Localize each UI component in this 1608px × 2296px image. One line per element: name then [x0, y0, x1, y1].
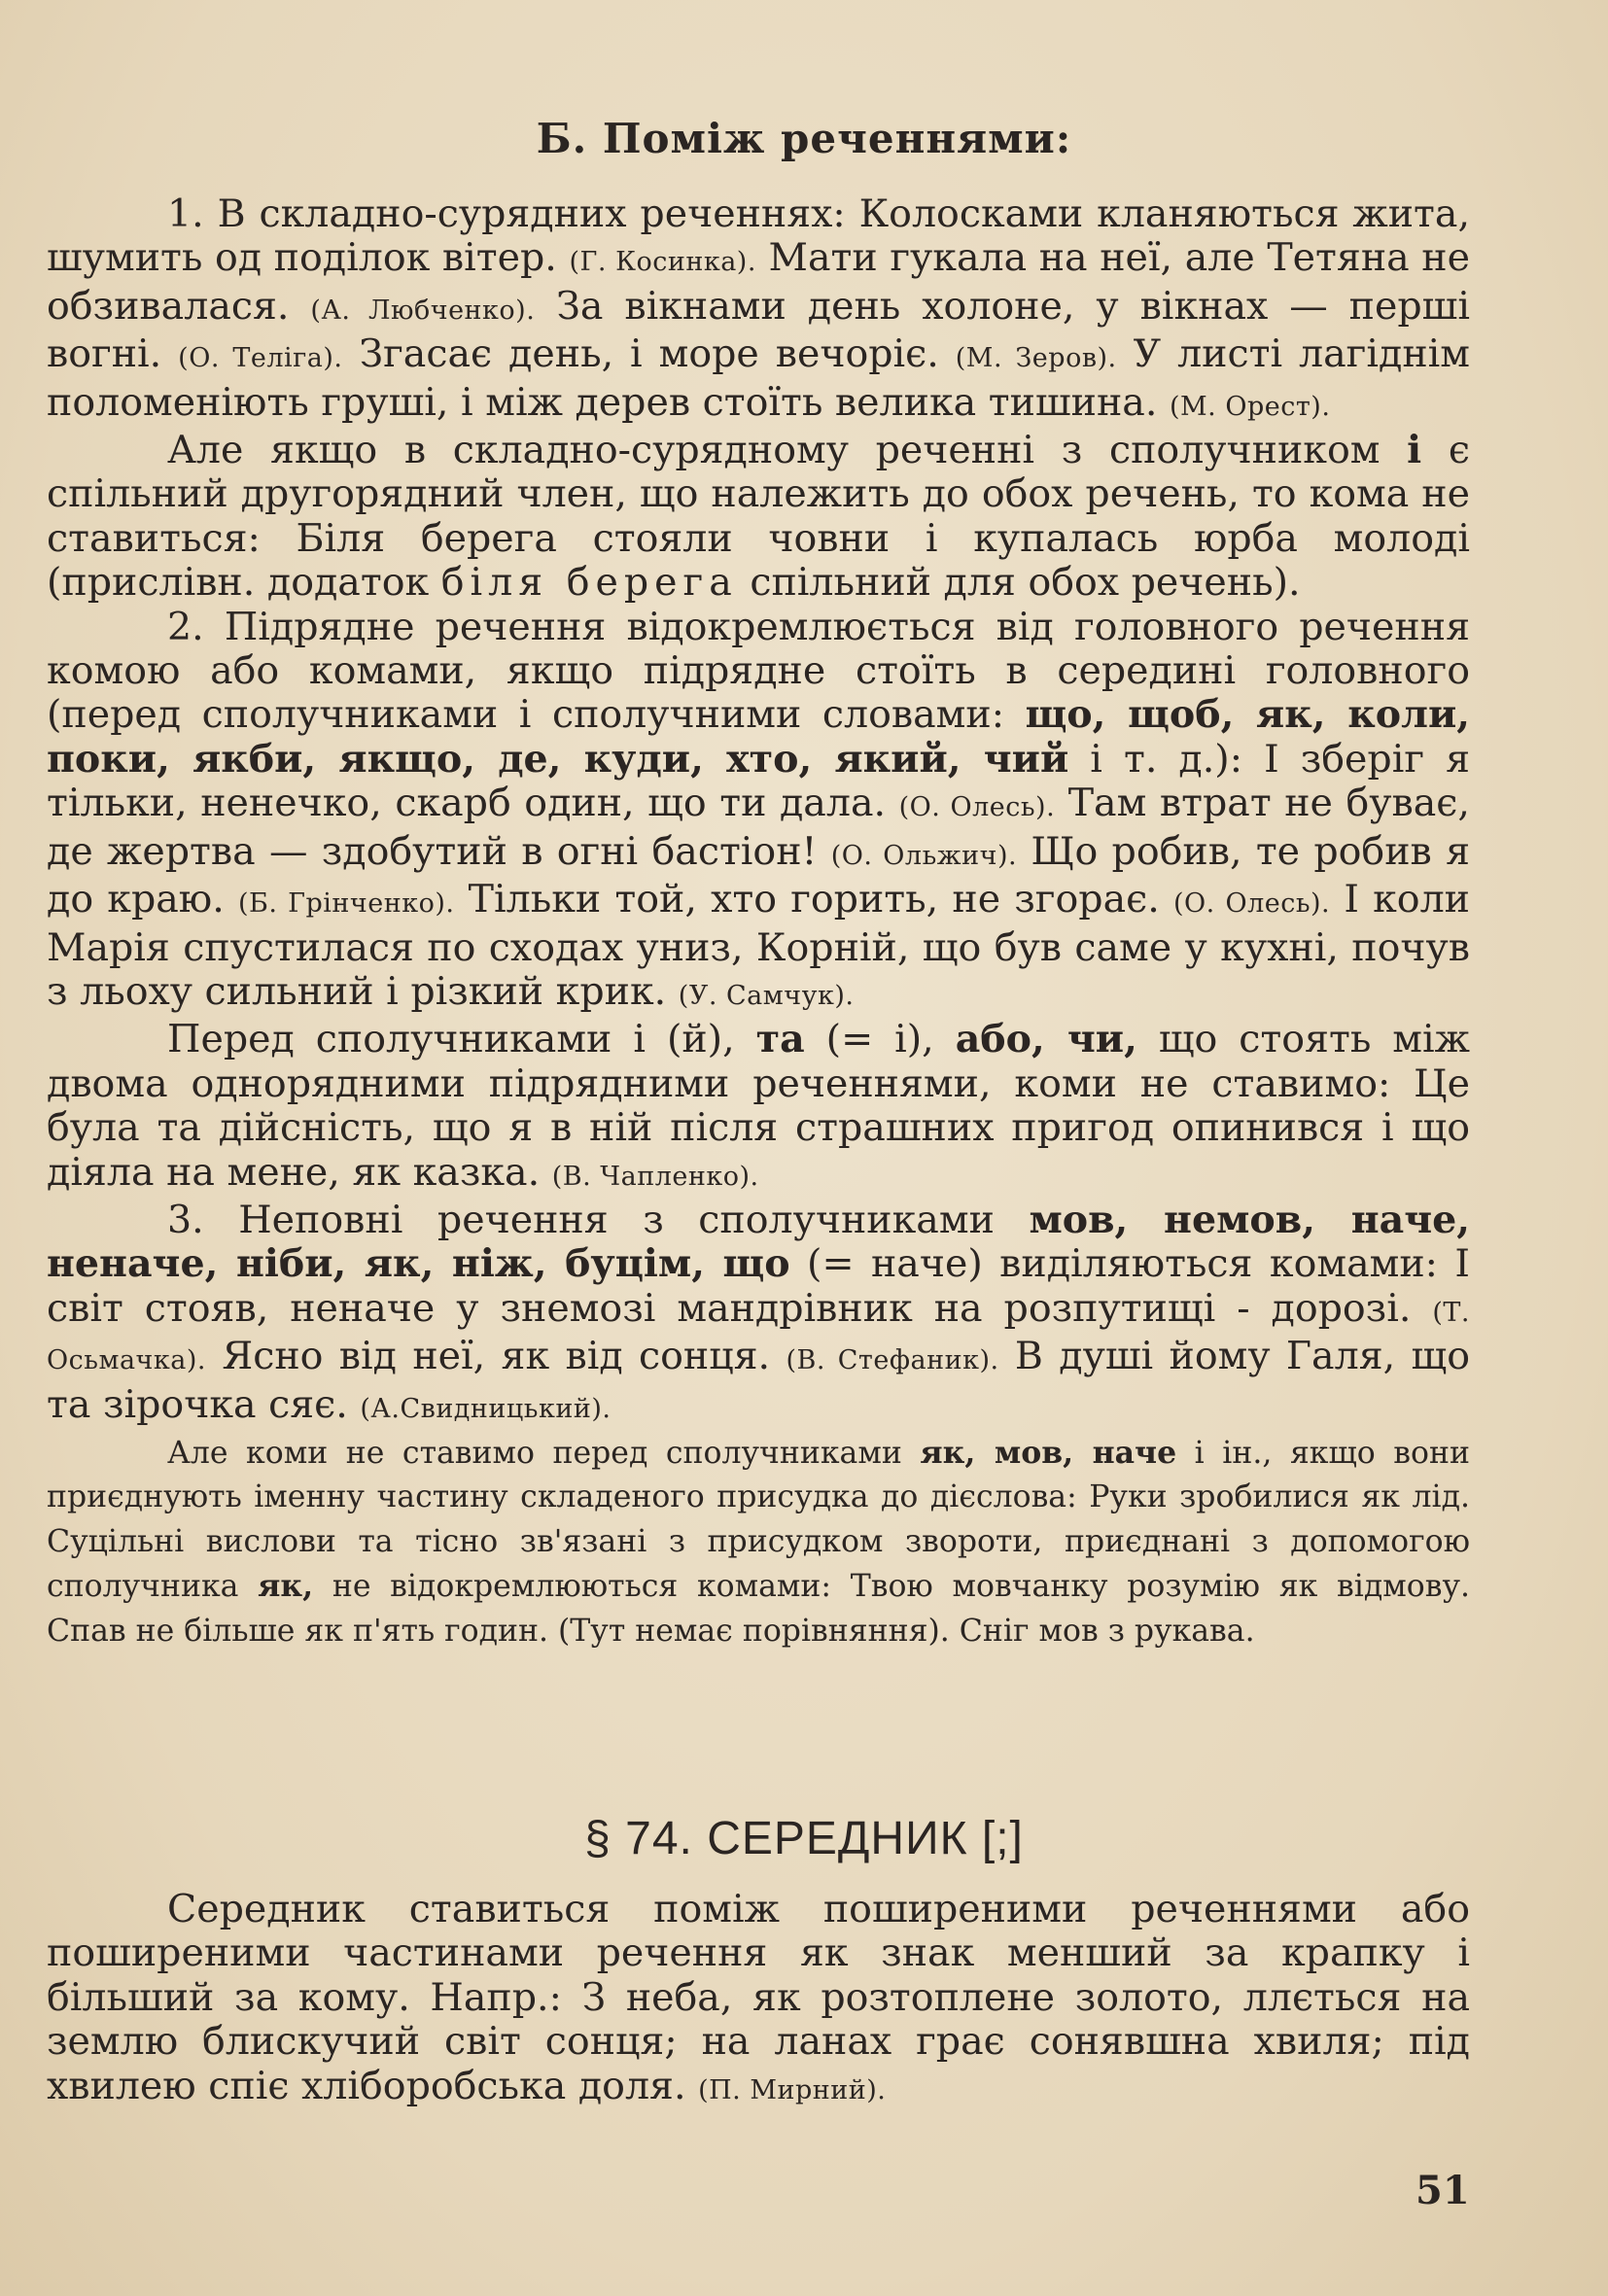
text-run: Але якщо в складно-сурядному реченні з сполучником — [167, 428, 1408, 473]
section-text — [47, 1888, 1470, 2112]
source-citation: (В. Чапленко). — [551, 1161, 759, 1192]
source-citation: (О. Олесь). — [898, 792, 1056, 823]
source-citation: (П. Мирний). — [698, 2074, 887, 2105]
text-run: Але коми не ставимо перед сполучниками — [167, 1435, 921, 1471]
text-run: Перед сполучниками і (й), — [167, 1017, 756, 1062]
paragraph-3 — [47, 606, 1470, 1019]
source-citation: (Т. Осьмачка). — [47, 1297, 1470, 1376]
source-citation: (М. Зеров). — [955, 343, 1117, 374]
page-number: 51 — [1416, 2168, 1470, 2213]
source-citation: (Г. Косинка). — [569, 247, 756, 278]
paragraph-4 — [47, 1018, 1470, 1199]
text-run: Мати гукала на неї, але Тетяна не обзивалася. — [47, 235, 1470, 329]
text-run: В душі йому Галя, що та зірочка сяє. — [47, 1334, 1471, 1427]
text-run: У листі лагіднім поломеніють груші, і між дерев стоїть велика тишина. — [47, 331, 1471, 425]
text-run: 1. В складно-сурядних реченнях: Колосками кланяються жита, шумить од поділок вітер. — [47, 191, 1470, 281]
text-run: не відокремлюються комами: Твою мовчанку розумію як відмову. Спав не більше як п'ять годин. (Тут немає порівняння). Сніг мов з рукава. — [47, 1569, 1470, 1649]
source-citation: (У. Самчук). — [678, 980, 855, 1011]
text-run: Тільки той, хто горить, не згорає. — [454, 877, 1173, 922]
small-print-note — [47, 1431, 1470, 1654]
text-run: Ясно від неї, як від сонця. — [206, 1334, 787, 1379]
bold-term: як, мов, наче — [920, 1434, 1177, 1471]
source-citation: (В. Стефаник). — [786, 1345, 999, 1376]
section-title: § 74. СЕРЕДНИК [;] — [584, 1813, 1024, 1864]
text-run: За вікнами день холоне, у вікнах — перші вогні. — [47, 283, 1471, 377]
paragraph-6 — [47, 1888, 1470, 2112]
text-run: спільний для обох речень). — [737, 560, 1301, 606]
subheading: Б. Поміж реченнями: — [536, 115, 1072, 162]
bold-term: що, щоб, як, коли, поки, якби, якщо, де, куди, хто, який, чий — [47, 692, 1471, 782]
text-run: (= і), — [804, 1017, 956, 1062]
main-text — [47, 192, 1470, 1653]
source-citation: (М. Орест). — [1169, 391, 1331, 422]
spaced-term: біля берега — [440, 560, 738, 606]
text-run: Там втрат не буває, де жертва — здобутий в огні бастіон! — [47, 781, 1470, 874]
text-run: Що робив, те робив я до краю. — [47, 828, 1470, 922]
bold-term: як, — [258, 1568, 314, 1605]
text-run: 2. Підрядне речення відокремлюється від головного речення комою або комами, якщо підрядне стоїть в середині головного (перед сполучниками і сполучними словами: — [47, 604, 1470, 738]
bold-term: мов, немов, наче, неначе, ніби, як, ніж, буцім, що — [47, 1197, 1470, 1287]
source-citation: (О. Олесь). — [1172, 888, 1331, 920]
source-citation: (А. Любченко). — [310, 295, 536, 326]
source-citation: (О. Теліга). — [178, 343, 343, 374]
text-run: і ін., якщо вони приєднують іменну частину складеного присудка до дієслова: Руки зробилися як лід. Суцільні вислови та тісно зв'язані з присудком звороти, приєднані з допомогою сполучника — [47, 1435, 1470, 1605]
bold-term: і — [1407, 428, 1422, 473]
text-run: (= наче) виділяються комами: І світ стояв, неначе у знемозі мандрівник на розпутищі - дорозі. — [47, 1241, 1470, 1331]
source-citation: (А.Свидницький). — [360, 1393, 612, 1424]
text-run: Середник ставиться поміж поширеними реченнями або поширеними частинами речення як знак менший за крапку і більший за кому. Напр.: З неба, як розтоплене золото, ллється на землю блискучий світ сонця; на ланах грає сонявшна хвиля; під хвилею спіє хліборобська доля. — [47, 1887, 1470, 2108]
text-run: є спільний другорядний член, що належить до обох речень, то кома не ставиться: Біля берега стояли човни і купалась юрба молоді (прислівн. додаток — [47, 428, 1470, 606]
bold-term: або, чи, — [955, 1017, 1137, 1062]
source-citation: (Б. Грінченко). — [237, 888, 455, 920]
text-run: що стоять між двома однорядними підрядними реченнями, коми не ставимо: Це була та дійсність, що я в ній після страшних пригод опинився і що діяла на мене, як казка. — [47, 1017, 1470, 1195]
text-run: І коли Марія спустилася по сходах униз, Корній, що був саме у кухні, почув з льоху сильний і різкий крик. — [47, 877, 1471, 1014]
bold-term: та — [755, 1017, 805, 1062]
text-run: 3. Неповні речення з сполучниками — [167, 1197, 1030, 1242]
paragraph-2 — [47, 429, 1470, 606]
paragraph-1 — [47, 192, 1470, 429]
text-run: Згасає день, і море вечоріє. — [342, 331, 956, 377]
source-citation: (О. Ольжич). — [830, 840, 1018, 871]
paragraph-5 — [47, 1199, 1470, 1431]
text-run: і т. д.): І зберіг я тільки, ненечко, скарб один, що ти дала. — [47, 736, 1470, 826]
